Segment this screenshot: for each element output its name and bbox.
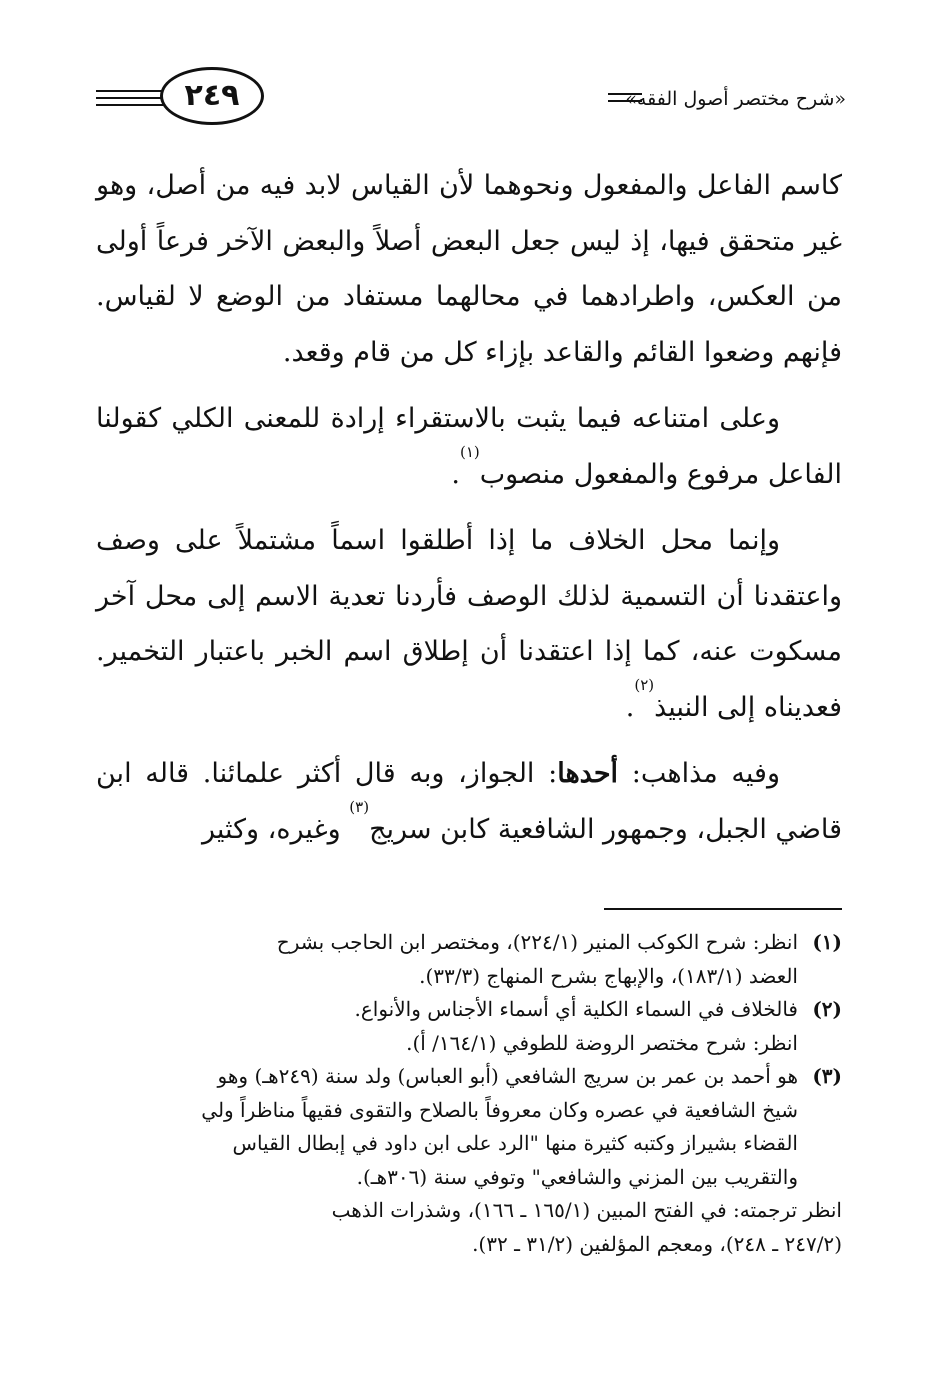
- footnote-line: انظر ترجمته: في الفتح المبين (١٦٥/١ ـ ١٦٦)، وشذرات الذهب: [331, 1198, 842, 1222]
- footnote-line: شيخ الشافعية في عصره وكان معروفاً بالصلاح والتقوى فقيهاً مناظراً ولي: [201, 1097, 798, 1122]
- running-title: «شرح مختصر أصول الفقه»: [625, 88, 846, 110]
- footnote-line: انظر: شرح الكوكب المنير (٢٢٤/١)، ومختصر ابن الحاجب بشرح: [276, 930, 798, 954]
- page-number-oval: [160, 67, 264, 125]
- footnote-line: هو أحمد بن عمر بن سريج الشافعي (أبو العباس) ولد سنة (٢٤٩هـ) وهو: [217, 1064, 798, 1088]
- paragraph-text: كاسم الفاعل والمفعول ونحوهما لأن القياس لابد فيه من أصل، وهو غير متحقق فيها، إذ ليس جعل البعض أصلاً والبعض الآخر فرعاً أولى من العكس، واطرادهما في محالهما مستفاد من الوضع لا لقياس. فإنهم وضعوا القائم والقاعد بإزاء كل من قام وقعد.: [96, 170, 842, 368]
- footnote-2: [96, 993, 842, 1060]
- paragraph-text: وفيه مذاهب:: [618, 758, 780, 789]
- footnote-line: القضاء بشيراز وكتبه كثيرة منها "الرد على ابن داود في إبطال القياس: [232, 1131, 798, 1155]
- paragraph: [96, 746, 842, 857]
- paragraph-text: : الجواز، وبه قال أكثر علمائنا. قاله ابن قاضي الجبل، وجمهور الشافعية كابن سريج: [96, 758, 842, 845]
- main-text: [96, 158, 842, 868]
- footnote-ref: (٣): [349, 797, 370, 816]
- footnote-line: فالخلاف في السماء الكلية أي أسماء الأجناس والأنواع.: [354, 997, 798, 1021]
- bold-term: أحدها: [557, 758, 619, 789]
- footnote-3: [96, 1060, 842, 1194]
- footnote-line: والتقريب بين المزني والشافعي" وتوفي سنة (٣٠٦هـ).: [356, 1164, 798, 1189]
- footnote-ref: (٢): [634, 675, 655, 694]
- page-number: ٢٤٩: [184, 78, 240, 113]
- paragraph-end: .: [625, 691, 635, 723]
- footnote-text: [96, 993, 798, 1060]
- footnote-number: (٢): [812, 997, 842, 1021]
- footnote-text: [96, 926, 798, 993]
- paragraph: [96, 158, 842, 380]
- paragraph-text: وغيره، وكثير: [201, 813, 350, 845]
- footnote-ref: (١): [459, 442, 480, 461]
- footnote-number: (٣): [812, 1064, 842, 1088]
- footnotes: [96, 926, 842, 1261]
- page-header: [0, 0, 942, 135]
- paragraph-text: وعلى امتناعه فيما يثبت بالاستقراء إرادة للمعنى الكلي كقولنا الفاعل مرفوع والمفعول منصوب: [96, 403, 842, 490]
- footnote-line: (٢٤٧/٢ ـ ٢٤٨)، ومعجم المؤلفين (٣١/٢ ـ ٣٢).: [472, 1231, 842, 1256]
- footnote-separator: [604, 908, 842, 910]
- footnote-line: العضد (١٨٣/١)، والإبهاج بشرح المنهاج (٣٣/٣).: [419, 963, 798, 988]
- paragraph: [96, 391, 842, 502]
- paragraph: [96, 513, 842, 735]
- paragraph-text: وإنما محل الخلاف ما إذا أطلقوا اسماً مشتملاً على وصف واعتقدنا أن التسمية لذلك الوصف فأردنا تعدية الاسم إلى محل آخر مسكوت عنه، كما إذا اعتقدنا أن إطلاق اسم الخبر باعتبار التخمير. فعديناه إلى النبيذ: [96, 525, 842, 723]
- paragraph-end: .: [451, 458, 460, 490]
- footnote-text: [96, 1060, 798, 1194]
- footnote-number: (١): [812, 930, 842, 954]
- footnote-1: [96, 926, 842, 993]
- footnote-line: انظر: شرح مختصر الروضة للطوفي (١٦٤/١/ أ).: [406, 1030, 798, 1055]
